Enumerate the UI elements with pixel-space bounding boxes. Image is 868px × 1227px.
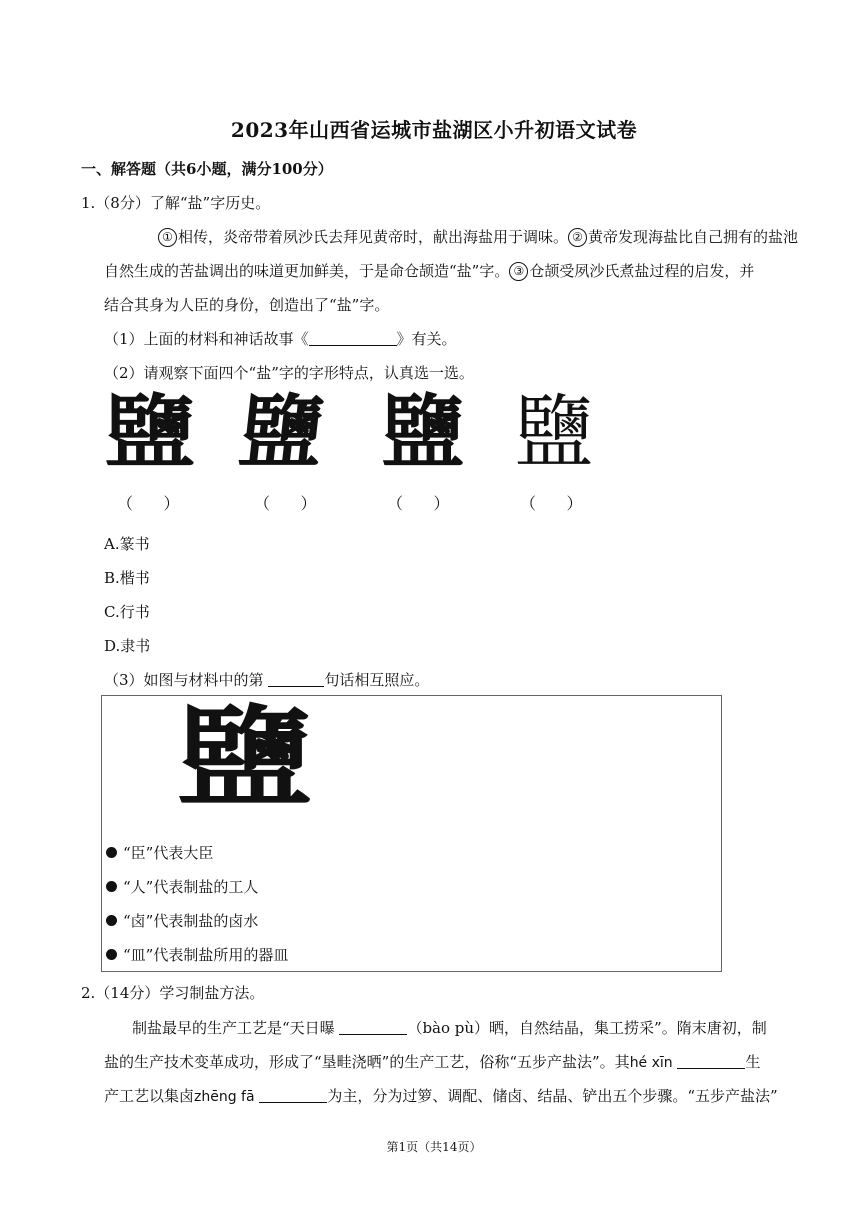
figure-item-1	[106, 842, 213, 863]
calligraphy-glyph-1: 鹽	[104, 386, 196, 479]
figure-item-text: “卤”代表制盐的卤水	[123, 912, 259, 930]
option-a: A.篆书	[104, 535, 150, 553]
page-footer: 第1页（共14页）	[386, 1140, 482, 1154]
q1-material-text: 仓颉受夙沙氏煮盐过程的启发，并	[529, 262, 755, 280]
option-c: C.行书	[104, 603, 150, 621]
bullet-icon	[106, 949, 117, 960]
q1-material-text: 相传，炎帝带着夙沙氏去拜见黄帝时，献出海盐用于调味。	[178, 228, 569, 246]
option-b: B.楷书	[104, 569, 150, 587]
q1-material-line-3: 结合其身为人臣的身份，创造出了“盐”字。	[104, 296, 390, 314]
q1-sub-question-3	[104, 669, 429, 690]
q2-text: 盐的生产技术变革成功，形成了“垦畦浇晒”的生产工艺，俗称“五步产盐法”。其	[104, 1053, 630, 1071]
q2-material-line-3	[104, 1085, 778, 1106]
figure-item-text: “皿”代表制盐所用的器皿	[123, 946, 289, 964]
pinyin-text: hé xīn	[629, 1055, 673, 1071]
answer-paren-3[interactable]: （ ）	[387, 494, 450, 513]
calligraphy-glyph-3: 鹽	[381, 386, 465, 479]
answer-blank[interactable]	[677, 1054, 745, 1069]
answer-paren-1[interactable]: （ ）	[117, 494, 180, 513]
answer-blank[interactable]	[339, 1020, 407, 1035]
question-2-stem: 2.（14分）学习制盐方法。	[81, 984, 265, 1002]
q2-text: 产工艺以集卤	[104, 1087, 195, 1105]
answer-blank[interactable]	[309, 331, 397, 346]
bullet-icon	[106, 881, 117, 892]
q1-material-text: 自然生成的苦盐调出的味道更加鲜美，于是命仓颉造“盐”字。	[104, 262, 510, 280]
q1-sub1-text: （1）上面的材料和神话故事《	[104, 330, 309, 348]
q1-material-line-1	[158, 226, 798, 247]
circled-number-1: ①	[158, 228, 177, 247]
figure-item-4	[106, 944, 288, 965]
q2-material-line-2	[104, 1051, 760, 1072]
bullet-icon	[106, 915, 117, 926]
q1-material-text: 黄帝发现海盐比自己拥有的盐池	[588, 228, 799, 246]
question-1-stem: 1.（8分）了解“盐”字历史。	[81, 194, 271, 212]
answer-paren-2[interactable]: （ ）	[254, 494, 317, 513]
figure-item-2	[106, 876, 258, 897]
answer-paren-4[interactable]: （ ）	[520, 494, 583, 513]
section-heading: 一、解答题（共6小题，满分100分）	[81, 160, 333, 178]
q2-text: 制盐最早的生产工艺是“天日曝	[132, 1019, 340, 1037]
calligraphy-glyph-2: 鹽	[234, 386, 329, 479]
answer-blank[interactable]	[259, 1088, 327, 1103]
q1-material-line-2	[104, 260, 754, 281]
figure-glyph: 鹽	[176, 693, 314, 822]
figure-item-3	[106, 910, 258, 931]
q1-sub1-text: 》有关。	[396, 330, 457, 348]
q2-text: 为主，分为过箩、调配、储卤、结晶、铲出五个步骤。“五步产盐法”	[327, 1087, 778, 1105]
q1-sub-question-2: （2）请观察下面四个“盐”字的字形特点，认真选一选。	[104, 364, 474, 382]
bullet-icon	[106, 847, 117, 858]
figure-box	[101, 695, 722, 972]
q1-sub3-text: 句话相互照应。	[324, 671, 430, 689]
circled-number-3: ③	[509, 262, 528, 281]
q2-material-line-1	[132, 1017, 767, 1038]
answer-blank[interactable]	[268, 672, 324, 687]
q2-text: 生	[745, 1053, 761, 1071]
circled-number-2: ②	[568, 228, 587, 247]
pinyin-text: zhēng fā	[194, 1089, 255, 1105]
option-d: D.隶书	[104, 637, 151, 655]
figure-item-text: “臣”代表大臣	[123, 844, 214, 862]
q1-sub-question-1	[104, 328, 457, 349]
calligraphy-glyph-4: 鹽	[514, 386, 594, 479]
figure-item-text: “人”代表制盐的工人	[123, 878, 259, 896]
q2-text: （bào pù）晒，自然结晶，集工捞采”。隋末唐初，制	[407, 1019, 767, 1037]
q1-sub3-text: （3）如图与材料中的第	[104, 671, 269, 689]
page-title: 2023年山西省运城市盐湖区小升初语文试卷	[230, 118, 638, 142]
